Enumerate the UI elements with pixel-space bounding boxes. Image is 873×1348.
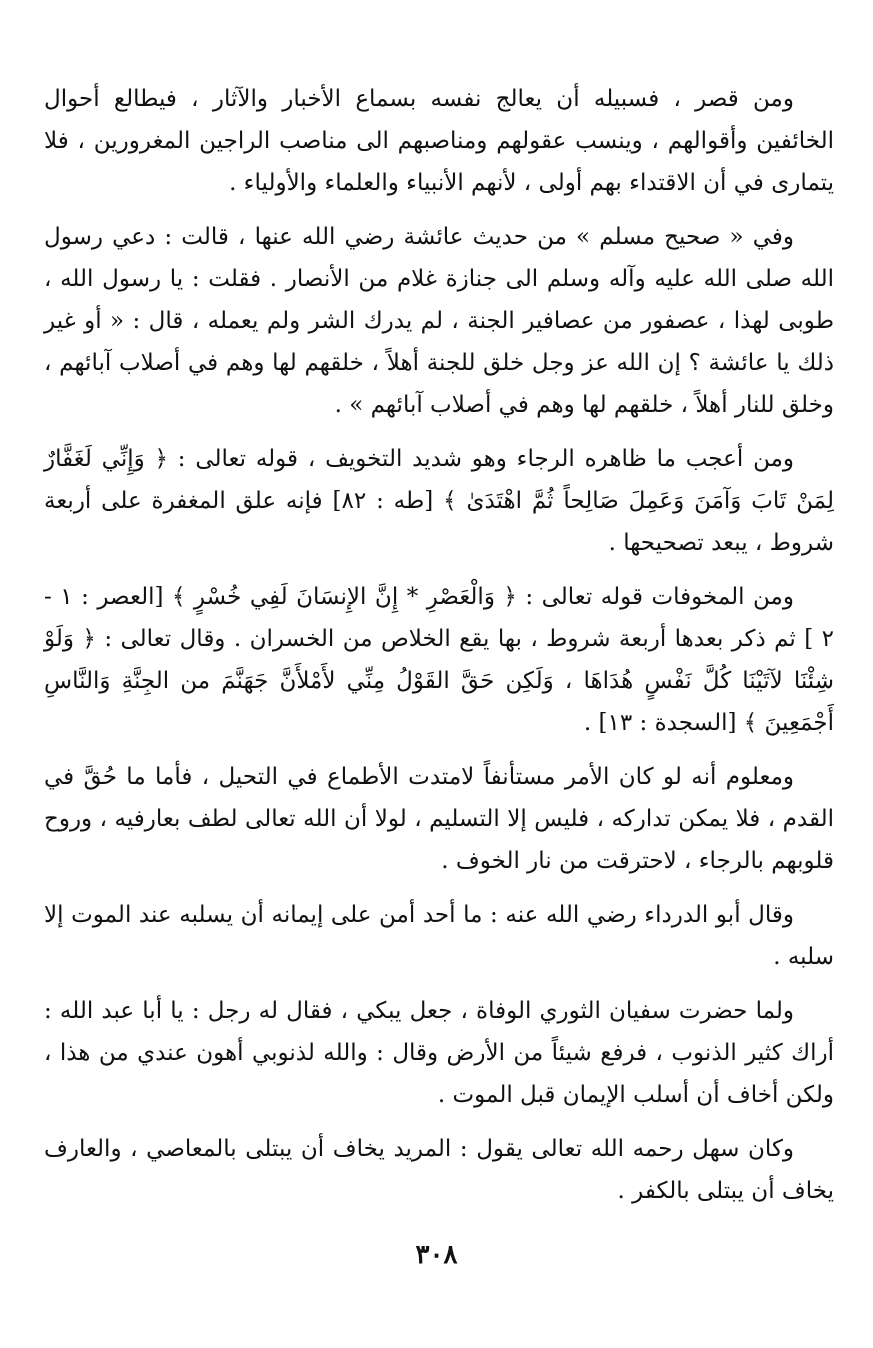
paragraph: ومن قصر ، فسبيله أن يعالج نفسه بسماع الأخبار والآثار ، فيطالع أحوال الخائفين وأقوالهم ، وينسب عقولهم ومناصبهم الى مناصب الراجين المغرورين ، فلا يتمارى في أن الاقتداء بهم أولى ، لأنهم الأنبياء والعلماء والأولياء .: [44, 86, 834, 196]
paragraph: ولما حضرت سفيان الثوري الوفاة ، جعل يبكي ، فقال له رجل : يا أبا عبد الله : أراك كثير الذنوب ، فرفع شيئاً من الأرض وقال : والله لذنوبي أهون عندي من هذا ، ولكن أخاف أن أسلب الإيمان قبل الموت .: [44, 998, 834, 1108]
paragraph: ومن أعجب ما ظاهره الرجاء وهو شديد التخويف ، قوله تعالى : ﴿ وَإِنِّي لَغَفَّارٌ لِمَنْ تَابَ وَآمَنَ وَعَمِلَ صَالِحاً ثُمَّ اهْتَدَىٰ ﴾ [طه : ٨٢] فإنه علق المغفرة على أربعة شروط ، يبعد تصحيحها .: [44, 446, 834, 556]
paragraph: وفي « صحيح مسلم » من حديث عائشة رضي الله عنها ، قالت : دعي رسول الله صلى الله عليه وآله وسلم الى جنازة غلام من الأنصار . فقلت : يا رسول الله ، طوبى لهذا ، عصفور من عصافير الجنة ، لم يدرك الشر ولم يعمله ، قال : « أو غير ذلك يا عائشة ؟ إن الله عز وجل خلق للجنة أهلاً ، خلقهم لها وهم في أصلاب آبائهم ، وخلق للنار أهلاً ، خلقهم لها وهم في أصلاب آبائهم » .: [44, 224, 834, 418]
paragraph: وكان سهل رحمه الله تعالى يقول : المريد يخاف أن يبتلى بالمعاصي ، والعارف يخاف أن يبتلى بالكفر .: [44, 1136, 834, 1204]
paragraph: وقال أبو الدرداء رضي الله عنه : ما أحد أمن على إيمانه أن يسلبه عند الموت إلا سلبه .: [44, 902, 834, 970]
page-body: [44, 78, 834, 1224]
page-number: ٣٠٨: [415, 1240, 458, 1270]
paragraph: ومن المخوفات قوله تعالى : ﴿ وَالْعَصْرِ * إِنَّ الإِنسَانَ لَفِي خُسْرٍ ﴾ [العصر : ١ - ٢ ] ثم ذكر بعدها أربعة شروط ، بها يقع الخلاص من الخسران . وقال تعالى : ﴿ وَلَوْ شِئْنَا لآتَيْنَا كُلَّ نَفْسٍ هُدَاهَا ، وَلَكِن حَقَّ القَوْلُ مِنِّي لأَمْلأَنَّ جَهَنَّمَ من الجِنَّةِ وَالنَّاسِ أَجْمَعِينَ ﴾ [السجدة : ١٣] .: [44, 584, 834, 736]
paragraph: ومعلوم أنه لو كان الأمر مستأنفاً لامتدت الأطماع في التحيل ، فأما ما حُقَّ في القدم ، فلا يمكن تداركه ، فليس إلا التسليم ، لولا أن الله تعالى لطف بعارفيه ، وروح قلوبهم بالرجاء ، لاحترقت من نار الخوف .: [44, 764, 834, 874]
